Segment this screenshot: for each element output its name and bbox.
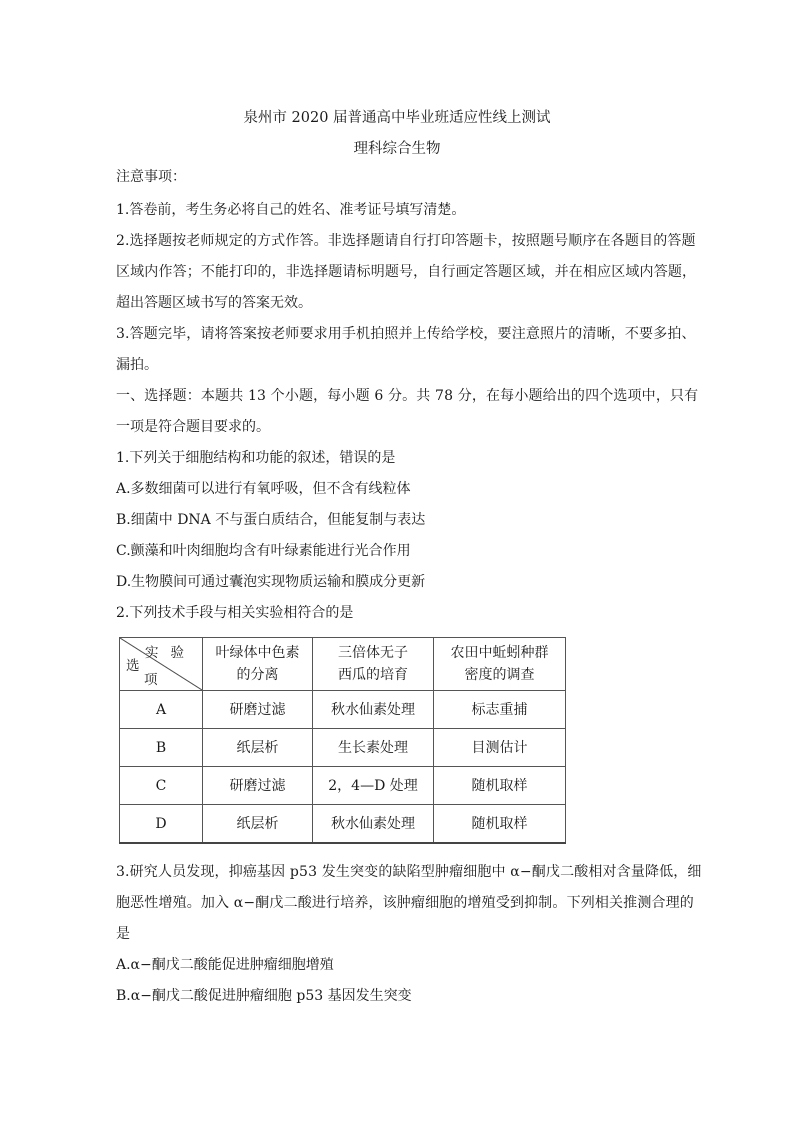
- table-row: [120, 805, 566, 844]
- row-col1: 纸层析: [203, 805, 313, 844]
- table-header-col1: [203, 638, 313, 691]
- q3-option-b: B.α−酮戊二酸促进肿瘤细胞 p53 基因发生突变: [116, 988, 412, 1004]
- table-row: [120, 691, 566, 729]
- q1-stem: 1.下列关于细胞结构和功能的叙述，错误的是: [116, 450, 396, 466]
- note-2-line-2: 区域内作答；不能打印的，非选择题请标明题号，自行画定答题区域，并在相应区域内答题，: [116, 264, 697, 280]
- corner-label-option-2: 项: [144, 672, 158, 688]
- q2-table: [119, 637, 566, 844]
- q1-option-d: D.生物膜间可通过囊泡实现物质运输和膜成分更新: [116, 574, 426, 590]
- col1-header-line-1: 叶绿体中色素: [215, 645, 300, 661]
- row-col3: 目测估计: [434, 729, 566, 767]
- row-option: D: [120, 805, 203, 844]
- exam-subtitle: 理科综合生物: [353, 141, 441, 157]
- q3-stem-line-2: 胞恶性增殖。加入 α−酮戊二酸进行培养，该肿瘤细胞的增殖受到抑制。下列相关推测合理的: [116, 895, 694, 911]
- corner-label-experiment: 实验: [145, 645, 196, 661]
- row-col1: 纸层析: [203, 729, 313, 767]
- notes-heading: 注意事项：: [116, 169, 186, 185]
- col1-header-line-2: 的分离: [236, 667, 279, 683]
- table-header-col2: [313, 638, 434, 691]
- row-col2: 秋水仙素处理: [313, 691, 434, 729]
- exam-title: 泉州市 2020 届普通高中毕业班适应性线上测试: [243, 110, 551, 126]
- table-row: [120, 729, 566, 767]
- note-3-line-2: 漏拍。: [116, 357, 158, 373]
- col2-header-line-1: 三倍体无子: [338, 645, 408, 661]
- row-col2: 2，4—D 处理: [313, 767, 434, 805]
- col3-header-line-2: 密度的调查: [464, 667, 535, 683]
- row-col2: 生长素处理: [313, 729, 434, 767]
- q1-option-b: B.细菌中 DNA 不与蛋白质结合，但能复制与表达: [116, 512, 426, 528]
- q1-option-c: C.颤藻和叶肉细胞均含有叶绿素能进行光合作用: [116, 543, 411, 559]
- section-heading-line-1: 一、选择题：本题共 13 个小题，每小题 6 分。共 78 分，在每小题给出的四个选项中，只有: [116, 388, 699, 404]
- row-col3: 随机取样: [434, 805, 566, 844]
- row-col3: 随机取样: [434, 767, 566, 805]
- q3-option-a: A.α−酮戊二酸能促进肿瘤细胞增殖: [116, 957, 334, 973]
- row-col1: 研磨过滤: [203, 691, 313, 729]
- q3-stem-line-1: 3.研究人员发现，抑癌基因 p53 发生突变的缺陷型肿瘤细胞中 α−酮戊二酸相对含量降低，细: [116, 864, 702, 880]
- table-corner-cell: [120, 638, 203, 691]
- row-col1: 研磨过滤: [203, 767, 313, 805]
- note-3-line-1: 3.答题完毕，请将答案按老师要求用手机拍照并上传给学校，要注意照片的清晰，不要多拍、: [116, 326, 696, 342]
- row-option: B: [120, 729, 203, 767]
- note-1: 1.答卷前，考生务必将自己的姓名、准考证号填写清楚。: [116, 202, 466, 218]
- table-row: [120, 767, 566, 805]
- q3-stem-line-3: 是: [116, 926, 130, 942]
- table-header-col3: [434, 638, 566, 691]
- note-2-line-1: 2.选择题按老师规定的方式作答。非选择题请自行打印答题卡，按照题号顺序在各题目的答题: [116, 233, 696, 249]
- corner-label-option-1: 选: [126, 658, 140, 674]
- q1-option-a: A.多数细菌可以进行有氧呼吸，但不含有线粒体: [116, 481, 411, 497]
- row-option: C: [120, 767, 203, 805]
- table-corner-diagonal: [120, 638, 202, 690]
- col3-header-line-1: 农田中蚯蚓种群: [450, 645, 549, 661]
- q2-stem: 2.下列技术手段与相关实验相符合的是: [116, 605, 354, 621]
- table-header-row: [120, 638, 566, 691]
- row-col2: 秋水仙素处理: [313, 805, 434, 844]
- col2-header-line-2: 西瓜的培育: [338, 667, 408, 683]
- note-2-line-3: 超出答题区域书写的答案无效。: [116, 295, 312, 311]
- row-option: A: [120, 691, 203, 729]
- section-heading-line-2: 一项是符合题目要求的。: [116, 419, 270, 435]
- row-col3: 标志重捕: [434, 691, 566, 729]
